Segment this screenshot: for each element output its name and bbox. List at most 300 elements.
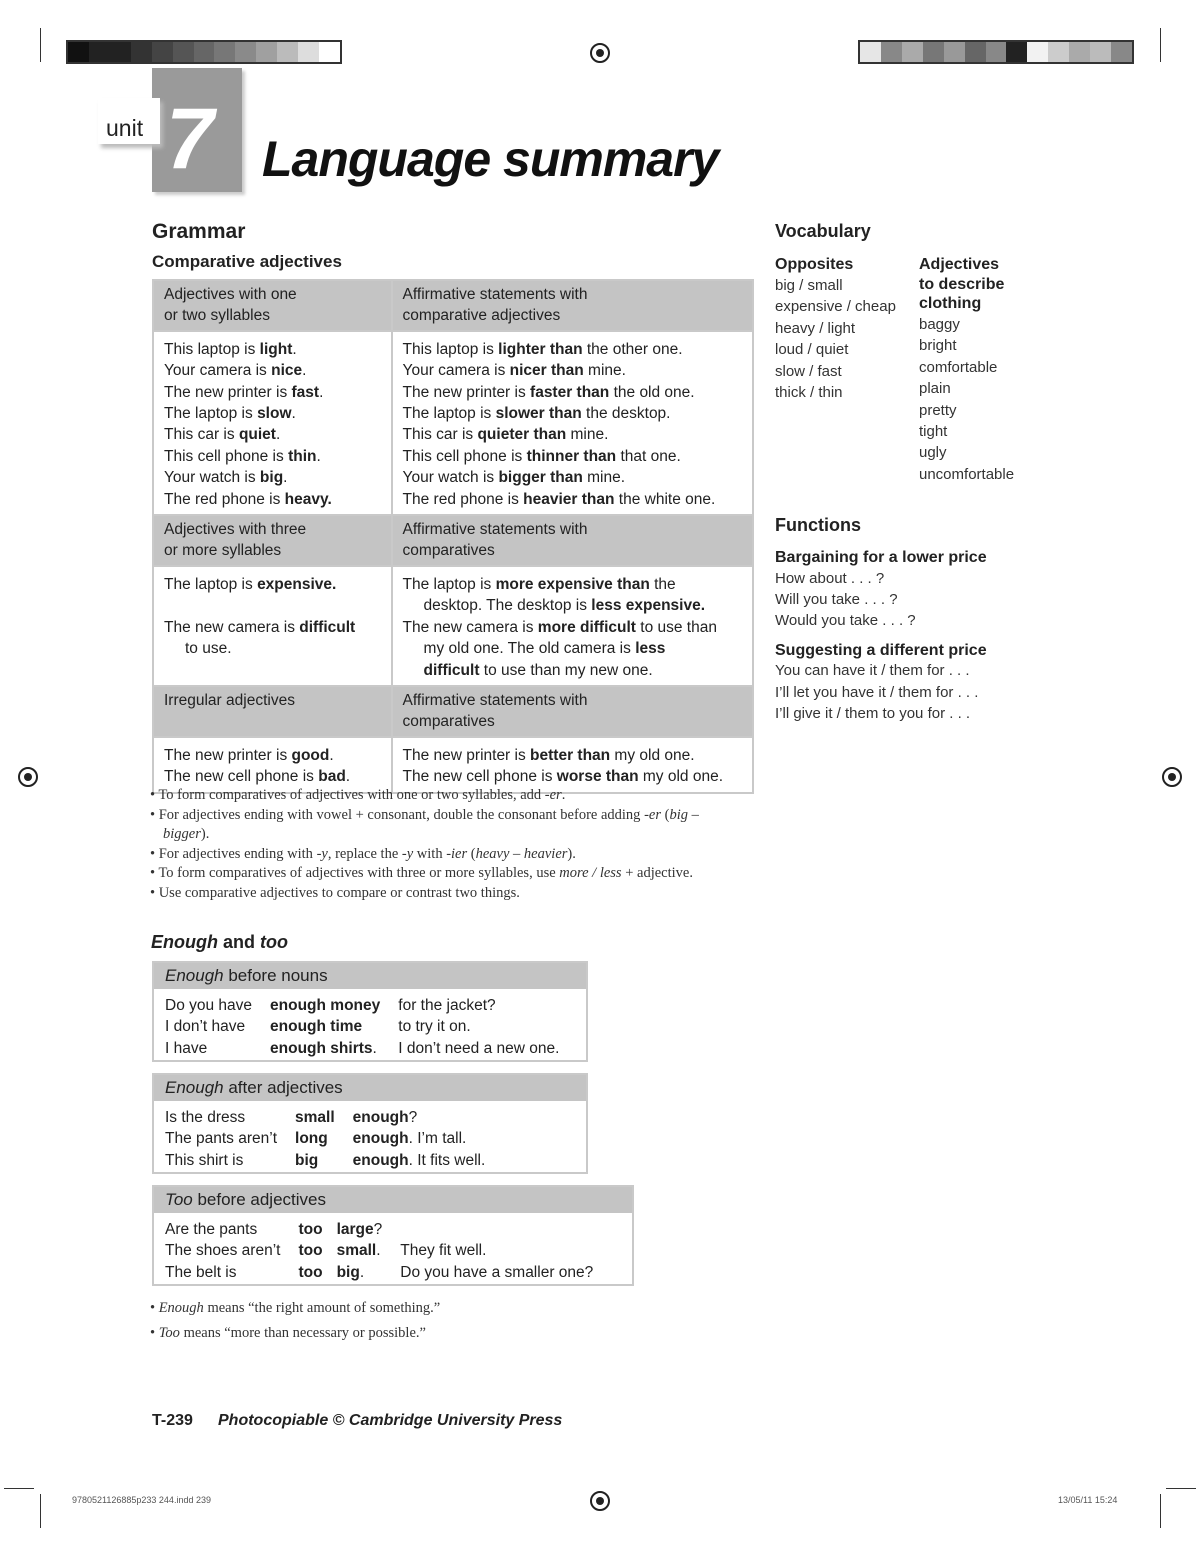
plain-text: . xyxy=(359,1263,365,1281)
plain-text: the desktop. xyxy=(581,405,671,423)
color-swatch xyxy=(235,42,256,62)
plain-text: Do you have a smaller one? xyxy=(400,1263,594,1281)
text-run xyxy=(150,846,576,862)
text-run xyxy=(403,491,716,508)
opposite-pair: big / small xyxy=(775,277,843,294)
box-row xyxy=(165,1219,611,1240)
clothing-adjective: baggy xyxy=(919,316,960,333)
crop-mark xyxy=(1166,1488,1196,1489)
text-run xyxy=(398,997,495,1014)
bold-text: too xyxy=(298,1221,323,1238)
example-line xyxy=(403,660,742,681)
unit-label: unit xyxy=(106,115,144,141)
box-cell xyxy=(298,1240,336,1261)
color-swatch xyxy=(1090,42,1111,62)
box-table xyxy=(165,1107,503,1171)
enough-before-nouns-box xyxy=(152,961,588,1062)
plain-text: The new printer is xyxy=(164,746,292,764)
text-run xyxy=(165,1242,280,1259)
text-run xyxy=(164,384,323,401)
registration-mark-icon xyxy=(590,43,610,63)
header-line: comparatives xyxy=(402,542,495,560)
unit-number: 7 xyxy=(166,91,214,187)
plain-text: means “more than necessary or possible.” xyxy=(179,1325,426,1341)
example-line xyxy=(164,360,381,381)
italic-text: -ier xyxy=(446,845,468,862)
clothing-adjective: tight xyxy=(919,423,948,441)
plain-text: • To form comparatives of adjectives with one or two syllables, add xyxy=(150,787,545,803)
functions-heading: Functions xyxy=(775,515,861,535)
plain-text: The laptop is xyxy=(402,575,496,593)
crop-mark xyxy=(40,28,41,62)
example-line xyxy=(403,446,742,467)
plain-text: for the jacket? xyxy=(398,997,496,1014)
bold-text: faster than xyxy=(530,383,610,401)
text-run xyxy=(185,640,232,657)
table-cell xyxy=(392,566,753,686)
bold-text: big xyxy=(259,469,284,487)
text-run xyxy=(403,362,626,379)
bold-text: bad xyxy=(318,768,346,786)
text-run xyxy=(150,865,693,881)
column-header xyxy=(392,686,753,737)
text-run xyxy=(337,1221,383,1238)
plain-text: Do you have xyxy=(165,997,253,1014)
color-swatch xyxy=(68,42,89,62)
color-swatch xyxy=(89,42,110,62)
example-line xyxy=(164,424,381,445)
bold-text: large xyxy=(336,1221,374,1238)
plain-text: I have xyxy=(165,1039,208,1057)
plain-text: They fit well. xyxy=(400,1242,487,1260)
italic-text: -y xyxy=(401,845,414,862)
italic-text: big – bigger xyxy=(163,806,699,842)
bold-text: too xyxy=(298,1242,323,1260)
bold-text: enough xyxy=(352,1151,409,1169)
opposite-pair: loud / quiet xyxy=(775,341,849,359)
bold-text: big xyxy=(295,1151,319,1169)
color-calibration-bar xyxy=(858,40,1134,64)
box-cell xyxy=(298,1262,336,1283)
opposites-heading: Opposites xyxy=(775,256,854,273)
plain-text: • To form comparatives of adjectives with three or more syllables, use xyxy=(150,865,560,881)
example-line xyxy=(164,638,381,659)
box-row xyxy=(165,1038,577,1059)
clothing-adjectives-list xyxy=(919,314,1014,485)
example-line xyxy=(164,574,381,595)
bold-text: long xyxy=(295,1130,328,1148)
opposite-pair: heavy / light xyxy=(775,319,856,337)
text-run xyxy=(165,1130,277,1147)
plain-text: Your camera is xyxy=(402,362,510,380)
table-header-row xyxy=(153,515,753,566)
text-run xyxy=(403,576,676,593)
plain-text: ? xyxy=(373,1221,383,1238)
example-line xyxy=(403,382,742,403)
bold-text: fast xyxy=(291,383,320,401)
text-run xyxy=(165,1018,245,1035)
example-line xyxy=(164,467,381,488)
opposites-list xyxy=(775,275,896,403)
header-line: Affirmative statements with xyxy=(402,521,588,539)
box-cell xyxy=(337,1262,401,1283)
function-group-title: Bargaining for a lower price xyxy=(775,549,987,566)
bold-text: nicer than xyxy=(509,362,584,380)
box-row xyxy=(165,1016,577,1037)
file-slug: 9780521126885p233 244.indd 239 xyxy=(72,1495,211,1505)
box-cell xyxy=(337,1240,401,1261)
note-bullet xyxy=(150,864,710,884)
function-phrase: Will you take . . . ? xyxy=(775,590,898,608)
text-run xyxy=(298,1242,322,1259)
plain-text: Are the pants xyxy=(165,1221,258,1238)
box-table xyxy=(165,1219,611,1283)
plain-text: Your camera is xyxy=(164,362,272,380)
plain-text: This laptop is xyxy=(164,340,260,358)
text-run xyxy=(165,1078,343,1097)
note-bullet xyxy=(150,1321,710,1346)
plain-text: . xyxy=(316,447,321,465)
box-cell xyxy=(400,1262,611,1283)
plain-text: The laptop is xyxy=(164,575,258,593)
plain-text: before nouns xyxy=(223,966,328,985)
color-swatch xyxy=(1069,42,1090,62)
box-cell xyxy=(165,1150,295,1171)
text-run xyxy=(403,448,681,465)
bold-text: bigger than xyxy=(498,469,583,487)
text-run xyxy=(398,1040,559,1057)
text-run xyxy=(164,405,296,422)
box-cell xyxy=(270,1016,398,1037)
plain-text: The new camera is xyxy=(164,618,300,636)
box-cell xyxy=(353,1107,504,1128)
plain-text: ? xyxy=(408,1109,418,1126)
example-line xyxy=(403,489,742,510)
example-line xyxy=(403,745,742,766)
plain-text: I don’t need a new one. xyxy=(398,1039,560,1057)
box-cell xyxy=(165,1240,298,1261)
example-line xyxy=(164,403,381,424)
plain-text: The new cell phone is xyxy=(164,768,319,786)
text-run xyxy=(400,1242,486,1259)
color-swatch xyxy=(860,42,881,62)
color-swatch xyxy=(214,42,235,62)
box-cell xyxy=(398,995,577,1016)
bold-text: less xyxy=(635,640,666,658)
plain-text: This car is xyxy=(164,426,239,444)
text-run xyxy=(403,384,695,401)
box-cell xyxy=(270,995,398,1016)
text-run xyxy=(403,405,671,422)
text-run xyxy=(337,1242,381,1259)
function-phrase: I’ll let you have it / them for . . . xyxy=(775,683,979,701)
color-swatch xyxy=(1027,42,1048,62)
text-run xyxy=(403,426,609,443)
plain-text: This laptop is xyxy=(402,340,499,358)
table-cell xyxy=(392,737,753,793)
plain-text: . xyxy=(291,405,296,423)
box-row xyxy=(165,1128,503,1149)
bold-text: thinner than xyxy=(526,447,617,465)
text-run xyxy=(150,787,565,803)
bold-text: slower than xyxy=(495,405,582,423)
column-header xyxy=(153,515,392,566)
color-swatch xyxy=(923,42,944,62)
box-cell xyxy=(165,1128,295,1149)
plain-text: that one. xyxy=(616,447,681,465)
crop-mark xyxy=(1160,1494,1161,1528)
box-cell xyxy=(298,1219,336,1240)
plain-text: The laptop is xyxy=(164,405,258,423)
bold-text: small xyxy=(336,1242,377,1260)
plain-text: . xyxy=(283,469,288,487)
column-header xyxy=(392,280,753,331)
plain-text: the white one. xyxy=(614,490,716,508)
plain-text: . xyxy=(345,768,351,786)
enough-too-notes xyxy=(150,1296,710,1346)
text-run xyxy=(353,1152,486,1169)
header-line: Affirmative statements with xyxy=(402,691,588,709)
text-run xyxy=(165,1221,257,1238)
italic-text: too xyxy=(260,932,288,952)
note-bullet xyxy=(150,786,710,806)
example-line xyxy=(403,424,742,445)
bold-text: enough shirts xyxy=(270,1039,373,1057)
plain-text: , replace the xyxy=(327,845,402,862)
bold-text: less expensive. xyxy=(591,597,706,615)
example-line xyxy=(164,382,381,403)
color-swatch xyxy=(986,42,1007,62)
clothing-adjective: bright xyxy=(919,337,957,355)
text-run xyxy=(151,932,288,952)
color-swatch xyxy=(1006,42,1027,62)
italic-text: Enough xyxy=(151,932,218,952)
example-line xyxy=(164,339,381,360)
clothing-adjective: comfortable xyxy=(919,358,998,376)
functions-list xyxy=(775,548,1035,724)
plain-text: Is the dress xyxy=(165,1109,246,1126)
text-run xyxy=(270,997,380,1014)
bold-text: quieter than xyxy=(477,426,567,444)
plain-text: • Use comparative adjectives to compare or contrast two things. xyxy=(150,884,520,901)
clothing-adjective: ugly xyxy=(919,444,947,462)
opposite-pair: slow / fast xyxy=(775,362,842,380)
bold-text: light xyxy=(259,340,293,358)
box-cell xyxy=(270,1038,398,1059)
text-run xyxy=(424,640,666,657)
plain-text: . xyxy=(292,340,297,358)
plain-text: the xyxy=(649,575,676,593)
table-cell xyxy=(153,331,392,515)
box-cell xyxy=(165,1038,270,1059)
text-run xyxy=(164,747,334,764)
text-run xyxy=(403,619,717,636)
text-run xyxy=(403,747,695,764)
text-run xyxy=(353,1130,467,1147)
example-line xyxy=(403,467,742,488)
plain-text: The new camera is xyxy=(402,618,538,636)
box-cell xyxy=(337,1219,401,1240)
registration-mark-icon xyxy=(590,1491,610,1511)
text-run xyxy=(295,1109,335,1126)
plain-text: • xyxy=(150,1325,159,1341)
color-swatch xyxy=(194,42,215,62)
example-line xyxy=(164,446,381,467)
color-swatch xyxy=(173,42,194,62)
color-swatch xyxy=(256,42,277,62)
color-swatch xyxy=(298,42,319,62)
enough-after-adjectives-box xyxy=(152,1073,588,1174)
plain-text: This shirt is xyxy=(165,1151,244,1169)
plain-text: ). xyxy=(567,845,576,862)
text-run xyxy=(424,662,653,679)
plain-text: ( xyxy=(660,806,670,823)
note-bullet xyxy=(150,884,710,904)
column-header xyxy=(153,280,392,331)
registration-mark-icon xyxy=(1162,767,1182,787)
example-line xyxy=(164,766,381,787)
text-run xyxy=(165,966,328,985)
header-line: comparative adjectives xyxy=(402,307,561,325)
bold-text: good xyxy=(291,746,330,764)
header-line: comparatives xyxy=(402,713,495,731)
plain-text: The new cell phone is xyxy=(402,768,557,786)
bold-text: difficult xyxy=(299,618,356,636)
date-slug: 13/05/11 15:24 xyxy=(1058,1495,1118,1505)
italic-text: Too xyxy=(165,1190,193,1209)
text-run xyxy=(164,491,332,508)
plain-text: after adjectives xyxy=(223,1078,343,1097)
text-run xyxy=(150,807,699,843)
italic-text: Enough xyxy=(158,1300,204,1316)
text-run xyxy=(270,1018,362,1035)
italic-text: -er xyxy=(644,806,661,823)
box-cell xyxy=(165,1219,298,1240)
plain-text: the other one. xyxy=(582,340,683,358)
header-line: or more syllables xyxy=(164,542,282,560)
box-row xyxy=(165,1150,503,1171)
table-body-row xyxy=(153,566,753,686)
color-swatch xyxy=(881,42,902,62)
italic-text: heavy – heavier xyxy=(475,845,568,862)
box-cell xyxy=(295,1128,353,1149)
note-bullet xyxy=(150,806,710,845)
function-group-title: Suggesting a different price xyxy=(775,641,987,659)
bold-text: enough money xyxy=(270,997,381,1014)
crop-mark xyxy=(1160,28,1161,62)
box-cell xyxy=(165,1262,298,1283)
plain-text: to use than my new one. xyxy=(479,661,653,679)
opposite-pair: thick / thin xyxy=(775,384,843,402)
box-cell xyxy=(400,1240,611,1261)
color-swatch xyxy=(277,42,298,62)
italic-text: Too xyxy=(158,1325,180,1341)
example-line xyxy=(403,617,742,638)
bold-text: lighter than xyxy=(498,340,583,358)
box-cell xyxy=(398,1038,577,1059)
table-cell xyxy=(153,566,392,686)
plain-text: • For adjectives ending with vowel + consonant, double the consonant before adding xyxy=(150,806,645,823)
italic-text: Enough xyxy=(165,1078,224,1097)
color-swatch xyxy=(319,42,340,62)
clothing-adjective: uncomfortable xyxy=(919,465,1015,483)
plain-text: This cell phone is xyxy=(164,447,289,465)
color-swatch xyxy=(152,42,173,62)
table-body-row xyxy=(153,331,753,515)
text-run xyxy=(164,341,297,358)
page-title: Language summary xyxy=(262,131,719,187)
box-row xyxy=(165,995,577,1016)
heading-line: to describe xyxy=(919,275,1005,293)
plain-text: to try it on. xyxy=(398,1018,471,1036)
table-header-row xyxy=(153,686,753,737)
header-line: Adjectives with one xyxy=(164,286,297,303)
text-run xyxy=(164,576,336,593)
bold-text: too xyxy=(298,1263,323,1281)
opposite-pair: expensive / cheap xyxy=(775,298,896,316)
bold-text: worse than xyxy=(556,768,639,786)
clothing-adjectives-heading xyxy=(919,255,1004,314)
copyright-line: Photocopiable © Cambridge University Press xyxy=(218,1412,563,1429)
example-line xyxy=(403,595,742,616)
plain-text: The new printer is xyxy=(402,746,531,764)
bold-text: small xyxy=(295,1109,335,1126)
plain-text: desktop. The desktop is xyxy=(423,597,592,615)
bold-text: better than xyxy=(530,746,611,764)
box-cell xyxy=(353,1150,504,1171)
box-header xyxy=(154,1187,632,1213)
text-run xyxy=(164,448,321,465)
italic-text: more / less xyxy=(559,865,622,881)
plain-text: . xyxy=(302,362,307,380)
note-bullet xyxy=(150,1296,710,1321)
box-cell xyxy=(165,1016,270,1037)
box-cell xyxy=(295,1150,353,1171)
plain-text: The red phone is xyxy=(164,490,285,508)
comparative-adjectives-table xyxy=(152,279,754,794)
bold-text: difficult xyxy=(423,661,480,679)
text-run xyxy=(165,997,252,1014)
plain-text: Your watch is xyxy=(402,469,499,487)
text-run xyxy=(165,1264,237,1281)
enough-too-heading xyxy=(151,932,288,953)
plain-text: before adjectives xyxy=(192,1190,326,1209)
function-phrase: Would you take . . . ? xyxy=(775,612,916,630)
text-run xyxy=(150,1325,426,1341)
example-line xyxy=(403,574,742,595)
plain-text: . It fits well. xyxy=(408,1151,486,1169)
box-cell xyxy=(353,1128,504,1149)
crop-mark xyxy=(4,1488,34,1489)
color-swatch xyxy=(1048,42,1069,62)
box-header xyxy=(154,963,586,989)
heading-line: Adjectives xyxy=(919,256,1000,273)
text-run xyxy=(150,1300,440,1316)
plain-text: The red phone is xyxy=(402,490,524,508)
plain-text: to use. xyxy=(185,640,232,658)
plain-text: and xyxy=(217,932,260,952)
plain-text: mine. xyxy=(583,362,626,380)
text-run xyxy=(295,1152,318,1169)
plain-text: . xyxy=(319,383,324,401)
plain-text: the old one. xyxy=(609,383,695,401)
plain-text: The new printer is xyxy=(402,383,531,401)
plain-text: means “the right amount of something.” xyxy=(203,1300,441,1316)
box-row xyxy=(165,1240,611,1261)
plain-text: . xyxy=(561,787,566,803)
bold-text: heavy. xyxy=(284,490,332,508)
plain-text: The pants aren’t xyxy=(165,1130,278,1148)
